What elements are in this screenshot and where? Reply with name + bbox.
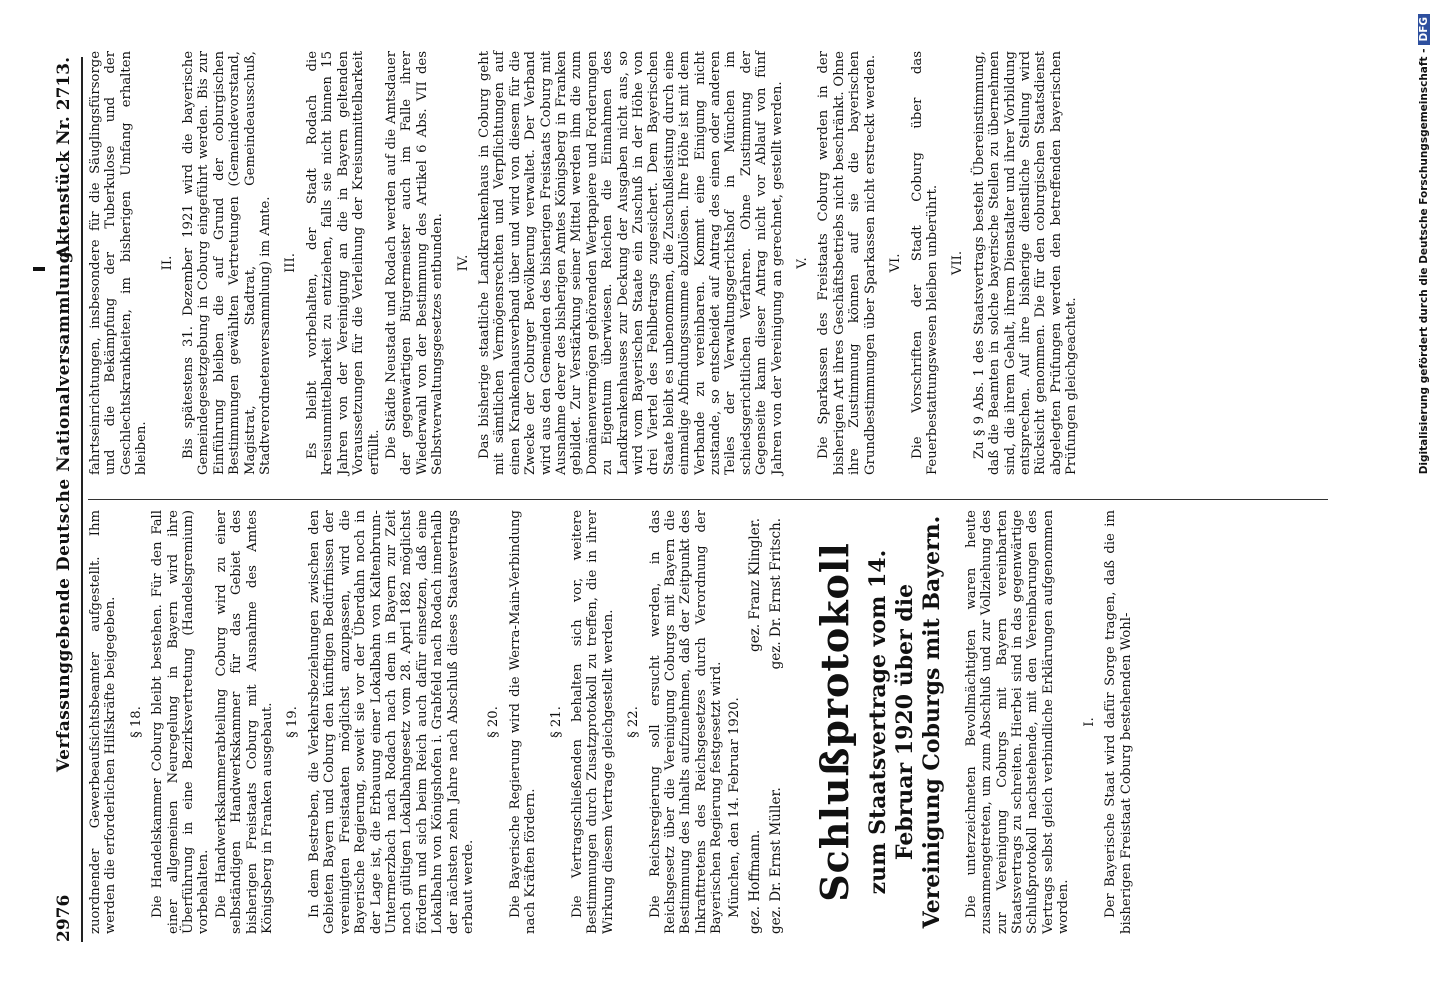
paragraph: Die Städte Neustadt und Rodach werden auf die Amtsdauer der gegenwärtigen Bürgermeister auch im Falle ihrer Wiederwahl von der Bestimmung des Artikel 6 Abs. VII des Selbstverwaltungsgesetzes entbunden. [383,51,446,475]
section-heading: § 19. [285,706,301,738]
paragraph: fahrtseinrichtungen, insbesondere für die Säuglingsfürsorge und die Bekämpfung der Tuberkulose und der Geschlechtskrankheiten, im bisherigen Umfang erhalten bleiben. [88,51,150,475]
section-heading: § 21. [548,706,564,738]
section-heading: III. [283,253,299,273]
signature: gez. Dr. Ernst Müller. [768,787,785,934]
signature: gez. Franz Klingler. [747,518,764,652]
page-header [55,57,83,942]
section-heading: § 18. [128,706,144,738]
paragraph: In dem Bestreben, die Verkehrsbeziehungen zwischen den Gebieten Bayern und Coburg den künftigen Bedürfnissen der vereinigten Freistaaten möglichst anzupassen, wird die Bayerische Regierung, soweit sie vor der Überdahn noch in der Lage ist, die Erbauung einer Lokalbahn von Kaltenbrunn-Untermerzbach nach Rodach nach dem in Bayern zur Zeit noch gültigen Lokalbahngesetz vom 28. April 1882 möglichst fördern und sich beim Reich auch dafür einsetzen, daß eine Lokalbahn von Königshofen i. Grabfeld nach Rodach innerhalb der nächsten zehn Jahre nach Abschluß dieses Staatsvertrags erbaut werde. [306,510,476,934]
paragraph: Bis spätestens 31. Dezember 1921 wird die bayerische Gemeindegesetzgebung in Coburg eingeführt werden. Bis zur Einführung bleiben die auf Grund der coburgischen Bestimmungen gewählten Vertretungen (Gemeindevorstand, Magistrat, Stadtrat, Gemeindeausschuß, Stadtverordnetenversammlung) im Amte. [181,51,274,475]
signature: gez. Hoffmann. [747,829,764,934]
section-heading: II. [159,255,175,271]
left-column [88,510,1136,934]
signature: gez. Dr. Ernst Fritsch. [768,518,785,670]
paragraph: Zu § 9 Abs. 1 des Staatsvertrags besteht Übereinstimmung, daß die Beamten in solche bayerische Stellen zu übernehmen sind, die ihrem Gehalt, ihrem Dienstalter und ihrer Vorbildung entsprechen. Auf ihre bisherige dienstliche Stellung wird Rücksicht genommen. Die für den coburgischen Staatsdienst abgelegten Prüfungen werden den betreffenden bayerischen Prüfungen gleichgeachtet. [971,51,1080,475]
paragraph: Die Bayerische Regierung wird die Werra-Main-Verbindung nach Kräften fördern. [507,510,539,934]
credit-label [1414,0,1434,1000]
paragraph: Die Vorschriften der Stadt Coburg über das Feuerbestattungswesen bleiben unberührt. [909,51,940,475]
mark-decoration [33,267,45,271]
signature-row [769,518,784,934]
section-heading: V. [795,257,811,269]
dfg-badge: DFG [1418,14,1430,45]
paragraph: Die Sparkassen des Freistaats Coburg werden in der bisherigen Art ihres Geschäftsbetriebs nicht beschränkt. Ohne ihre Zustimmung können auf sie die bayerischen Grundbestimmungen über Sparkassen nicht erstreckt werden. [816,51,878,475]
section-heading: IV. [455,254,471,272]
place-date: München, den 14. Februar 1920. [726,697,742,918]
protocol-subtitle: zum Staatsvertrage vom 14. Februar 1920 über die Vereinigung Coburgs mit Bayern. [864,515,945,929]
paragraph: Der Bayerische Staat wird dafür Sorge tragen, daß die im bisherigen Freistaat Coburg bestehenden Wohl- [1103,510,1134,934]
protocol-title: Schlußprotokoll [811,542,857,902]
section-heading: § 20. [486,706,502,738]
section-heading: VI. [888,253,904,273]
column-divider [88,499,1328,500]
paragraph: zuordnender Gewerbeaufsichtsbeamter aufgestellt. Ihm werden die erforderlichen Hilfskräfte beigegeben. [88,510,119,934]
right-column [88,51,1082,475]
page-number: 2976 [54,894,74,942]
section-heading: I. [1081,717,1097,727]
paragraph: Die Vertragschließenden behalten sich vor, weitere Bestimmungen durch Zusatzprotokoll zu treffen, die in ihrer Wirkung diesem Vertrage gleichgestellt werden. [569,510,616,934]
paragraph: Die unterzeichneten Bevollmächtigten waren heute zusammengetreten, um zum Abschluß und zur Vollziehung des zur Vereinigung Coburgs mit Bayern vereinbarten Staatsvertrags zu schreiten. Hierbei sind in das gegenwärtige Schlußprotokoll nachstehende, mit den Vereinbarungen des Vertrags selbst gleich verbindliche Erklärungen aufgenommen worden. [963,510,1072,934]
paragraph: Es bleibt vorbehalten, der Stadt Rodach die kreisunmittelbarkeit zu entziehen, falls sie nicht binnen 15 Jahren von der Vereinigung an die in Bayern geltenden Voraussetzungen für die Verleihung der Kreisunmittelbarkeit erfüllt. [304,51,382,475]
section-heading: § 22. [626,706,642,738]
section-heading: VII. [950,250,966,276]
credit-text: Digitalisierung gefördert durch die Deutsche Forschungsgemeinschaft - [1418,48,1430,475]
running-title: Verfassunggebende Deutsche Nationalversammlung. [54,244,74,772]
paragraph: Die Handwerkskammerabteilung Coburg wird zu einer selbständigen Handwerkskammer für das Gebiet des bisherigen Freistaats Coburg mit Ausnahme des Amtes Königsberg in Franken ausgebaut. [213,510,276,934]
document-number: Aktenstück Nr. 2713. [54,57,74,259]
signature-row [748,518,763,934]
digitization-credit [1414,0,1434,1000]
paragraph: Die Handelskammer Coburg bleibt bestehen. Für den Fall einer allgemeinen Neuregelung in Bayern wird ihre Überführung in eine Bezirksvertretung (Handelsgremium) vorbehalten. [150,510,212,934]
paragraph: Das bisherige staatliche Landkrankenhaus in Coburg geht mit sämtlichen Vermögensrechten und Verpflichtungen auf einen Krankenhausverband über und wird von diesem für die Zwecke der Coburger Bevölkerung verwaltet. Der Verband wird aus den Gemeinden des bisherigen Freistaats Coburg mit Ausnahme derer des bisherigen Amtes Königsberg in Franken gebildet. Zur Verstärkung seiner Mittel werden ihm die zum Domänenvermögen gehörenden Wertpapiere und Forderungen zu Eigentum überwiesen. Reichen die Einnahmen des Landkrankenhauses zur Deckung der Ausgaben nicht aus, so wird vom Bayerischen Staate ein Zuschuß in der Höhe von drei Viertel des Fehlbetrags zugesichert. Dem Bayerischen Staate bleibt es unbenommen, die Zuschußleistung durch eine einmalige Abfindungssumme abzulösen. Ihre Höhe ist mit dem Verbande zu vereinbaren. Kommt eine Einigung nicht zustande, so entscheidet auf Antrag des einen oder anderen Teiles der Verwaltungsgerichtshof in München im schiedsgerichtlichen Verfahren. Ohne Zustimmung der Gegenseite kann dieser Antrag nicht vor Ablauf von fünf Jahren von der Vereinigung an gerechnet, gestellt werden. [476,51,785,475]
paragraph: Die Reichsregierung soll ersucht werden, in das Reichsgesetz über die Vereinigung Coburgs mit Bayern die Bestimmung des Inhalts aufzunehmen, daß der Zeitpunkt des Inkrafttretens des Reichsgesetzes durch Verordnung der Bayerischen Regierung festgesetzt wird. [647,510,725,934]
